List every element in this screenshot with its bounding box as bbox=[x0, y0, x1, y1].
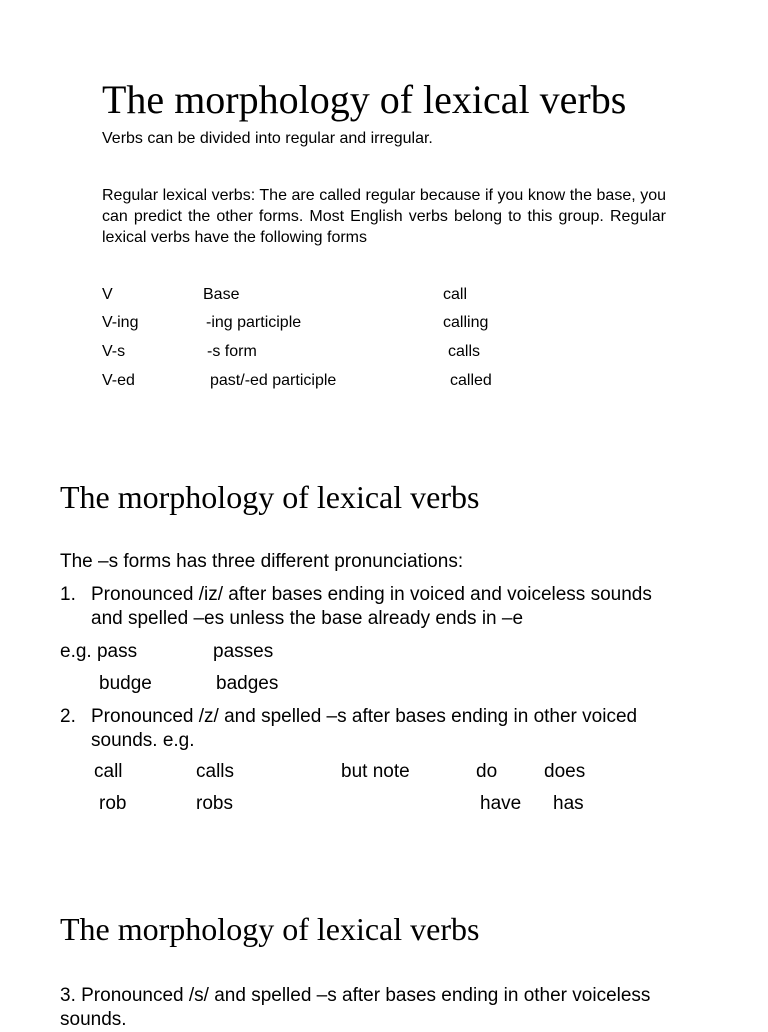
list-item-text: 3. Pronounced /s/ and spelled –s after bases ending in other voiceless bbox=[60, 985, 651, 1006]
table-example: calls bbox=[448, 343, 481, 360]
table-code: V-ing bbox=[102, 314, 139, 331]
example-word: has bbox=[553, 793, 584, 814]
example-word: badges bbox=[216, 673, 279, 694]
slide-2-intro: The –s forms has three different pronunciations: bbox=[60, 551, 464, 572]
list-item-text: and spelled –es unless the base already ends in –e bbox=[91, 608, 524, 629]
example-word: do bbox=[476, 761, 498, 782]
slide-2-title: The morphology of lexical verbs bbox=[60, 479, 480, 515]
example-word: rob bbox=[99, 793, 127, 814]
table-example: calling bbox=[443, 314, 489, 331]
example-word: but note bbox=[341, 761, 410, 782]
list-item-text: Pronounced /z/ and spelled –s after bases ending in other voiced bbox=[91, 706, 638, 727]
example-word: e.g. pass bbox=[60, 641, 138, 662]
example-word: have bbox=[480, 793, 522, 814]
example-word: passes bbox=[213, 641, 274, 662]
list-item-text: sounds. bbox=[60, 1009, 127, 1030]
table-form: past/-ed participle bbox=[210, 372, 337, 389]
example-word: call bbox=[94, 761, 123, 782]
slide-1-paragraph: Regular lexical verbs: The are called regular because if you know the base, you can predict the other forms. Most English verbs belong to this group. Regular lexical verbs have the following forms bbox=[102, 187, 666, 246]
table-form: -s form bbox=[207, 343, 257, 360]
list-item-text: Pronounced /iz/ after bases ending in voiced and voiceless sounds bbox=[91, 584, 652, 605]
table-form: Base bbox=[203, 286, 240, 303]
list-number: 1. bbox=[60, 584, 76, 605]
slide-1-title: The morphology of lexical verbs bbox=[102, 77, 627, 122]
example-word: calls bbox=[196, 761, 235, 782]
example-word: budge bbox=[99, 673, 152, 694]
slide-1-intro: Verbs can be divided into regular and irregular. bbox=[102, 130, 433, 147]
slide-3-title: The morphology of lexical verbs bbox=[60, 911, 480, 947]
table-code: V-ed bbox=[102, 372, 135, 389]
table-code: V-s bbox=[102, 343, 126, 360]
list-number: 2. bbox=[60, 706, 76, 727]
example-word: robs bbox=[196, 793, 233, 814]
example-word: does bbox=[544, 761, 586, 782]
table-example: called bbox=[450, 372, 492, 389]
list-item-text: sounds. e.g. bbox=[91, 730, 195, 751]
table-form: -ing participle bbox=[206, 314, 302, 331]
table-example: call bbox=[443, 286, 468, 303]
table-code: V bbox=[102, 286, 113, 303]
